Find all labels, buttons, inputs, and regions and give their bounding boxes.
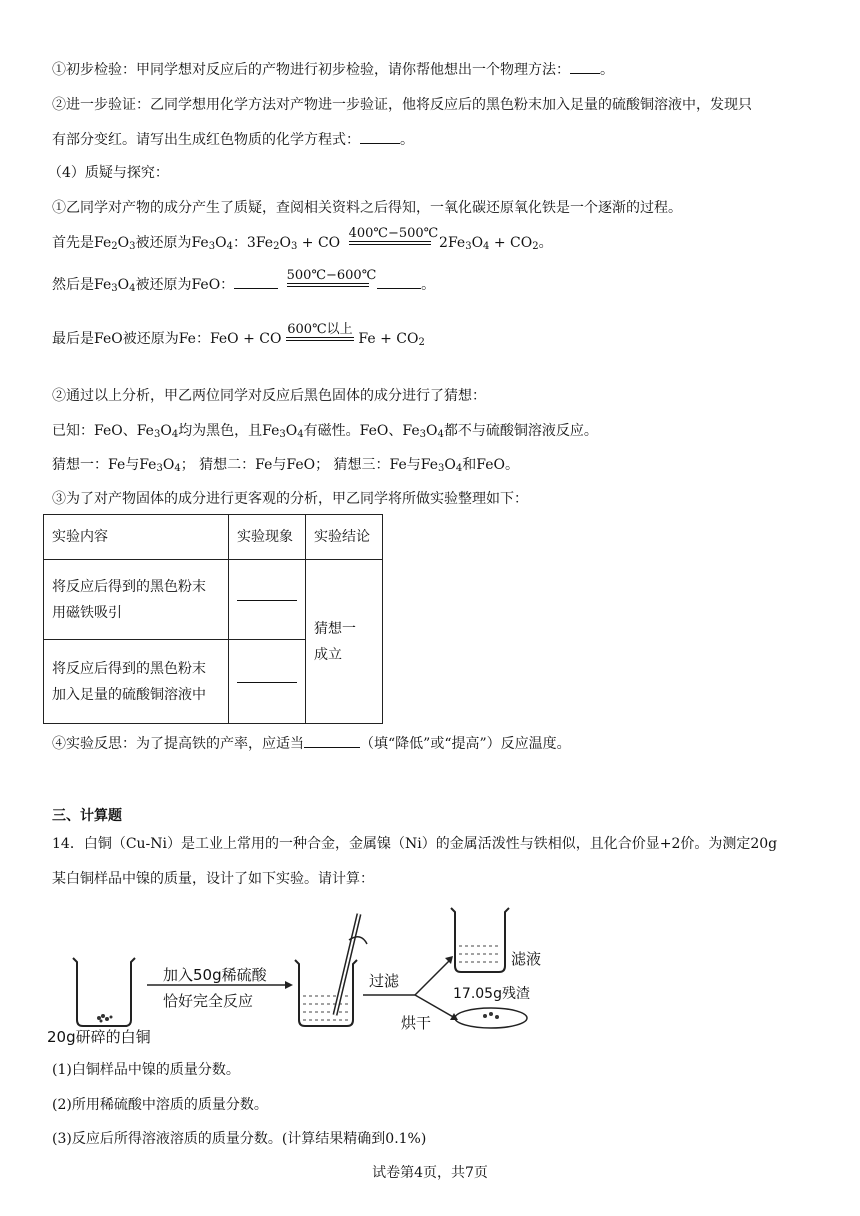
question-chemical-verify: ②进一步验证：乙同学想用化学方法对产物进一步验证，他将反应后的黑色粉末加入足量的硫酸铜溶液中，发现只 [52,97,752,113]
paragraph-reflection: ④实验反思：为了提高铁的产率，应适当 （填“降低”或“提高”）反应温度。 [52,733,571,754]
answer-blank[interactable] [570,59,600,74]
paragraph-table-intro: ③为了对产物固体的成分进行更客观的分析，甲乙同学将所做实验整理如下： [52,491,528,507]
section-heading-calculation: 三、计算题 [52,808,122,824]
paragraph-guess-intro: ②通过以上分析，甲乙两位同学对反应后黑色固体的成分进行了猜想： [52,388,486,404]
experiment-diagram [45,900,565,1050]
arrow-label-bottom: 恰好完全反应 [163,992,254,1010]
table-header: 实验内容 [44,515,229,560]
filter-label: 过滤 [369,972,400,990]
residue-label: 17.05g残渣 [453,986,530,1002]
question-sub-3: (3)反应后所得溶液溶质的质量分数。(计算结果精确到0.1%) [52,1131,427,1147]
residue-dish [455,1008,527,1028]
residue-powder [483,1012,499,1019]
question-equation: 有部分变红。请写出生成红色物质的化学方程式： 。 [52,129,414,150]
question-sub-2: (2)所用稀硫酸中溶质的质量分数。 [52,1097,268,1113]
sample-powder [97,1014,113,1023]
reaction-condition-arrow: 600℃以上 [286,323,354,355]
table-header: 实验结论 [306,515,383,560]
table-header: 实验现象 [229,515,306,560]
paragraph-guesses: 猜想一：Fe与$Fe_3O_4$； 猜想二：Fe与FeO； 猜想三：Fe与$Fe_3O_4$和FeO。 [52,457,519,474]
table-cell-conclusion: 猜想一 成立 [306,560,383,724]
table-cell-content: 将反应后得到的黑色粉末 加入足量的硫酸铜溶液中 [44,640,229,724]
liquid-lines [303,996,349,1020]
question-sub-1: (1)白铜样品中镍的质量分数。 [52,1062,240,1078]
experiment-table [43,514,383,724]
sub-heading-4: （4）质疑与探究： [48,165,169,181]
table-cell-phenomenon[interactable] [229,560,306,640]
question-physical-method: ①初步检验：甲同学想对反应后的产物进行初步检验，请你帮他想出一个物理方法： 。 [52,59,614,80]
dry-label: 烘干 [401,1014,432,1032]
answer-blank[interactable] [360,129,400,144]
arrow-label-top: 加入50g稀硫酸 [163,966,267,984]
answer-blank[interactable] [377,274,421,289]
equation-step2: 然后是$Fe_3O_4$被还原为FeO： 500℃−600℃ 。 [52,268,435,302]
page-footer: 试卷第4页，共7页 [372,1165,488,1181]
filtrate-label: 滤液 [511,950,542,968]
reaction-condition-arrow: 500℃−600℃ [287,269,369,301]
table-cell-phenomenon[interactable] [229,640,306,724]
question-14-line2: 某白铜样品中镍的质量，设计了如下实验。请计算： [52,871,374,887]
paragraph-known: 已知：FeO、$Fe_3O_4$均为黑色，且$Fe_3O_4$有磁性。FeO、$Fe_3O_4$都不与硫酸铜溶液反应。 [52,423,598,440]
question-14-line1: 14．白铜（Cu-Ni）是工业上常用的一种合金，金属镍（Ni）的金属活泼性与铁相似，且化合价显+2价。为测定20g [52,836,778,852]
equation-step1: 首先是$Fe_2O_3$被还原为$Fe_3O_4$：$3Fe_2O_3$ + CO 400℃−500℃ $2Fe_3O_4 + CO_2$。 [52,226,553,260]
table-cell-content: 将反应后得到的黑色粉末 用磁铁吸引 [44,560,229,640]
arrow-filtrate [415,960,450,995]
equation-step3: 最后是FeO被还原为Fe：FeO + CO 600℃以上 $Fe + CO_2$ [52,322,425,356]
reaction-condition-arrow: 400℃−500℃ [349,227,431,259]
paragraph-doubt: ①乙同学对产物的成分产生了质疑，查阅相关资料之后得知，一氧化碳还原氧化铁是一个逐渐的过程。 [52,200,682,216]
answer-blank[interactable] [234,274,278,289]
sample-label: 20g研碎的白铜 [47,1028,151,1046]
answer-blank[interactable] [304,733,360,748]
